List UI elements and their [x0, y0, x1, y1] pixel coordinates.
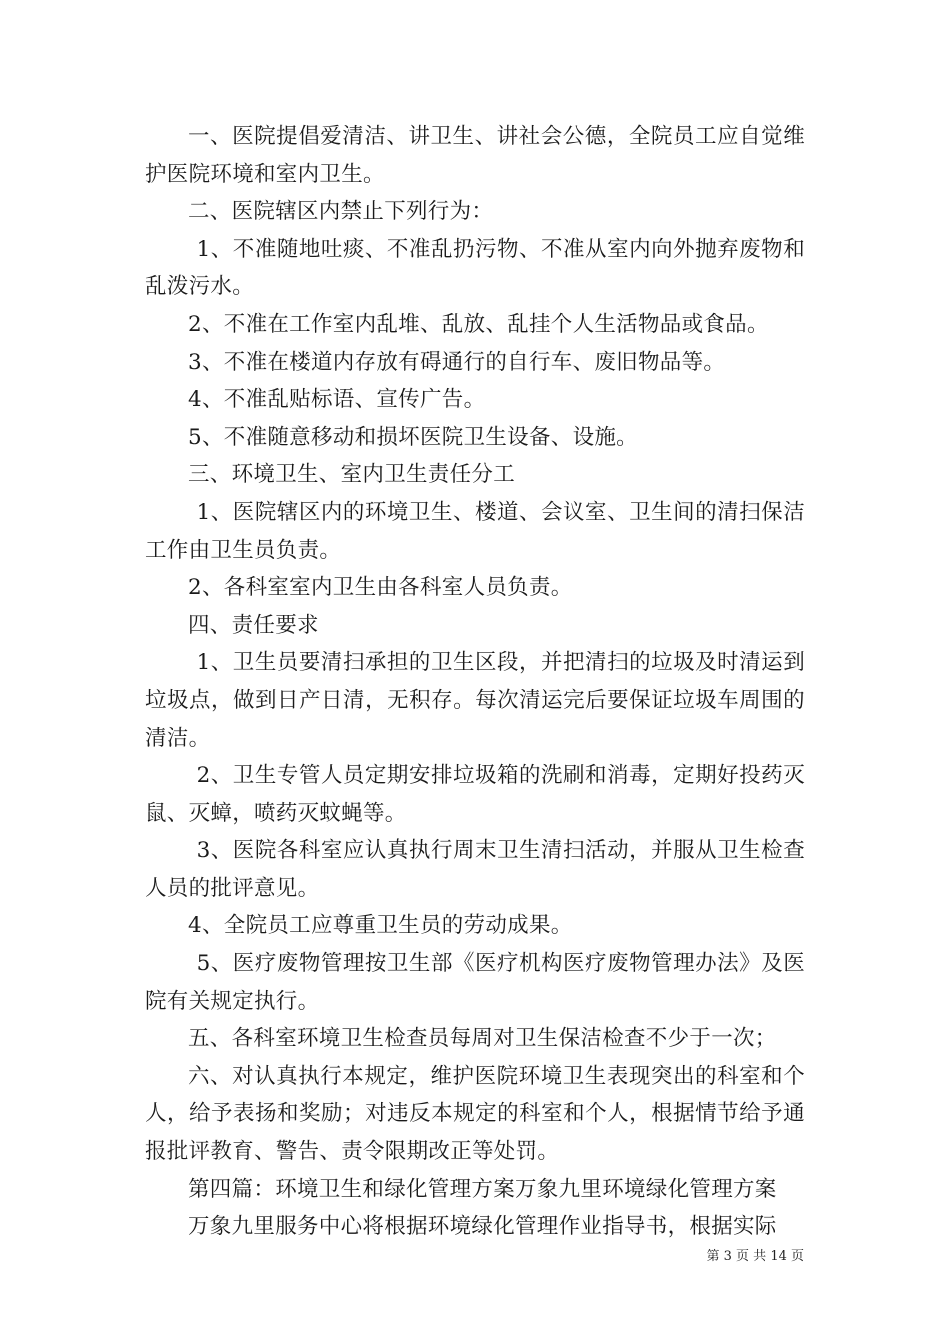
paragraph-18: 六、对认真执行本规定，维护医院环境卫生表现突出的科室和个人，给予表扬和奖励；对违反本规定的科室和个人，根据情节给予通报批评教育、警告、责令限期改正等处罚。 [145, 1063, 805, 1165]
paragraph-13: 2、卫生专管人员定期安排垃圾箱的洗刷和消毒，定期好投药灭鼠、灭蟑，喷药灭蚊蝇等。 [145, 763, 805, 826]
paragraph-17: 五、各科室环境卫生检查员每周对卫生保洁检查不少于一次； [188, 1026, 777, 1052]
paragraph-16: 5、医疗废物管理按卫生部《医疗机构医疗废物管理办法》及医院有关规定执行。 [145, 951, 805, 1014]
paragraph-7: 5、不准随意移动和损坏医院卫生设备、设施。 [188, 424, 638, 450]
document-body [145, 118, 805, 1246]
paragraph-2: 二、医院辖区内禁止下列行为： [188, 199, 494, 225]
paragraph-20: 万象九里服务中心将根据环境绿化管理作业指导书，根据实际 [188, 1214, 777, 1240]
paragraph-6: 4、不准乱贴标语、宣传广告。 [188, 387, 486, 413]
paragraph-5: 3、不准在楼道内存放有碍通行的自行车、废旧物品等。 [188, 349, 726, 375]
paragraph-14: 3、医院各科室应认真执行周末卫生清扫活动，并服从卫生检查人员的批评意见。 [145, 838, 805, 901]
paragraph-3: 1、不准随地吐痰、不准乱扔污物、不准从室内向外抛弃废物和乱泼污水。 [145, 236, 805, 300]
paragraph-11: 四、责任要求 [188, 612, 319, 638]
paragraph-8: 三、环境卫生、室内卫生责任分工 [188, 462, 516, 488]
paragraph-19: 第四篇：环境卫生和绿化管理方案万象九里环境绿化管理方案 [188, 1176, 777, 1202]
paragraph-1: 一、医院提倡爱清洁、讲卫生、讲社会公德，全院员工应自觉维护医院环境和室内卫生。 [145, 124, 805, 187]
page-number-footer: 第 3 页 共 14 页 [706, 1249, 804, 1264]
paragraph-9: 1、医院辖区内的环境卫生、楼道、会议室、卫生间的清扫保洁工作由卫生员负责。 [145, 499, 805, 563]
paragraph-10: 2、各科室室内卫生由各科室人员负责。 [188, 575, 573, 601]
paragraph-15: 4、全院员工应尊重卫生员的劳动成果。 [188, 913, 573, 939]
paragraph-12: 1、卫生员要清扫承担的卫生区段，并把清扫的垃圾及时清运到垃圾点，做到日产日清，无积存。每次清运完后要保证垃圾车周围的清洁。 [145, 650, 805, 751]
paragraph-4: 2、不准在工作室内乱堆、乱放、乱挂个人生活物品或食品。 [188, 311, 769, 337]
